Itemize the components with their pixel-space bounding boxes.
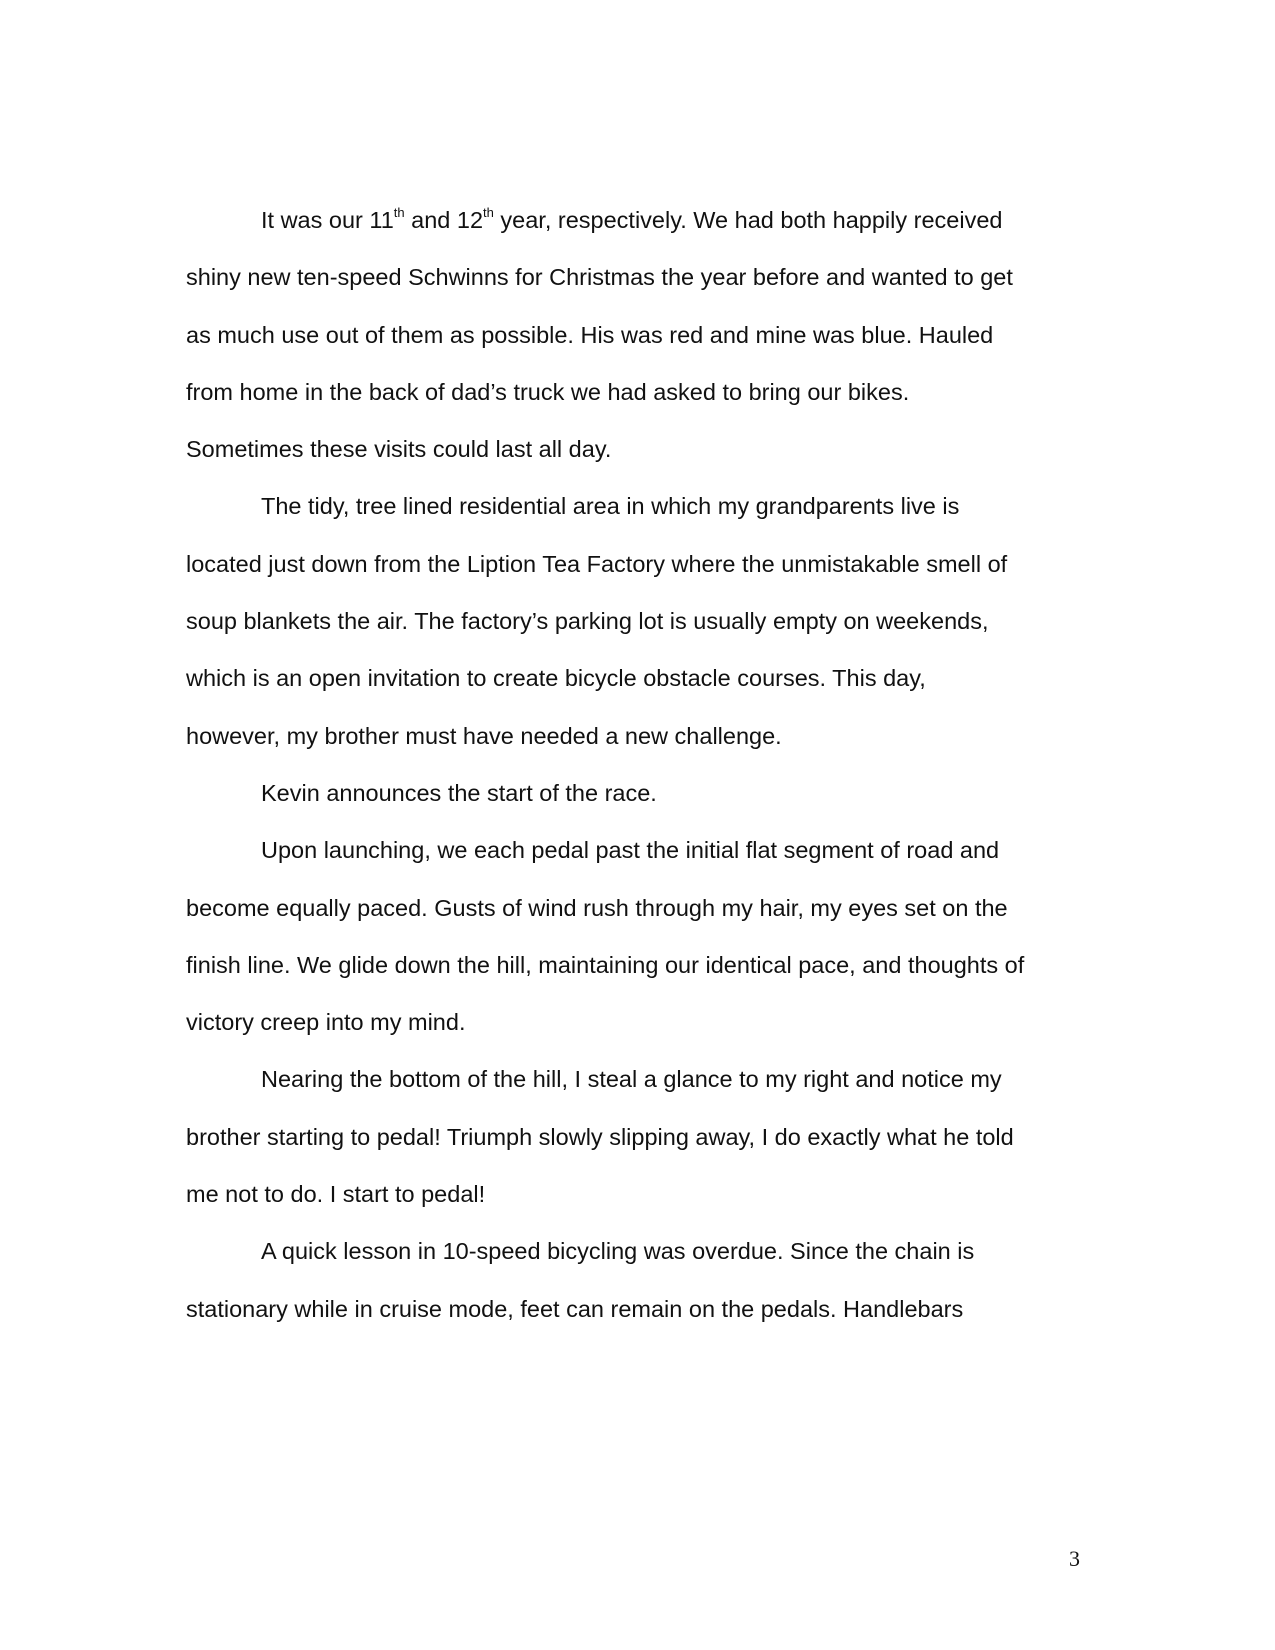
text-line: located just down from the Liption Tea Factory where the unmistakable smell of	[186, 550, 1008, 577]
text-line: brother starting to pedal! Triumph slowly slipping away, I do exactly what he told	[186, 1123, 1014, 1150]
text-line: Kevin announces the start of the race.	[261, 779, 657, 806]
text-line: The tidy, tree lined residential area in which my grandparents live is	[261, 493, 960, 520]
text-line: as much use out of them as possible. His was red and mine was blue. Hauled	[186, 321, 994, 348]
paragraph-1	[186, 192, 1086, 478]
text-line: soup blankets the air. The factory’s parking lot is usually empty on weekends,	[186, 608, 989, 635]
text-line: victory creep into my mind.	[186, 1009, 466, 1036]
text-line: Upon launching, we each pedal past the initial flat segment of road and	[261, 837, 1000, 864]
paragraph-2	[186, 478, 1086, 764]
text-line: finish line. We glide down the hill, maintaining our identical pace, and thoughts of	[186, 951, 1025, 978]
text-line: Sometimes these visits could last all day.	[186, 436, 612, 463]
page-number: 3	[1069, 1546, 1080, 1571]
text-line: however, my brother must have needed a new challenge.	[186, 722, 782, 749]
text-line: which is an open invitation to create bicycle obstacle courses. This day,	[186, 665, 926, 692]
ordinal-suffix: th	[393, 205, 405, 221]
text-line: It was our 11th and 12th year, respectively. We had both happily received	[261, 205, 1003, 233]
text-line: from home in the back of dad’s truck we had asked to bring our bikes.	[186, 378, 910, 405]
paragraph-3	[186, 765, 1086, 822]
body-text	[186, 192, 1086, 1338]
paragraph-4	[186, 822, 1086, 1051]
paragraph-6	[186, 1223, 1086, 1338]
paragraph-5	[186, 1051, 1086, 1223]
text-line: become equally paced. Gusts of wind rush through my hair, my eyes set on the	[186, 894, 1008, 921]
text-line: Nearing the bottom of the hill, I steal a glance to my right and notice my	[261, 1066, 1002, 1093]
ordinal-suffix: th	[483, 205, 494, 221]
text-line: me not to do. I start to pedal!	[186, 1181, 486, 1208]
text-line: stationary while in cruise mode, feet can remain on the pedals. Handlebars	[186, 1295, 964, 1322]
text-line: A quick lesson in 10-speed bicycling was overdue. Since the chain is	[261, 1238, 975, 1265]
text-line: shiny new ten-speed Schwinns for Christmas the year before and wanted to get	[186, 264, 1013, 291]
